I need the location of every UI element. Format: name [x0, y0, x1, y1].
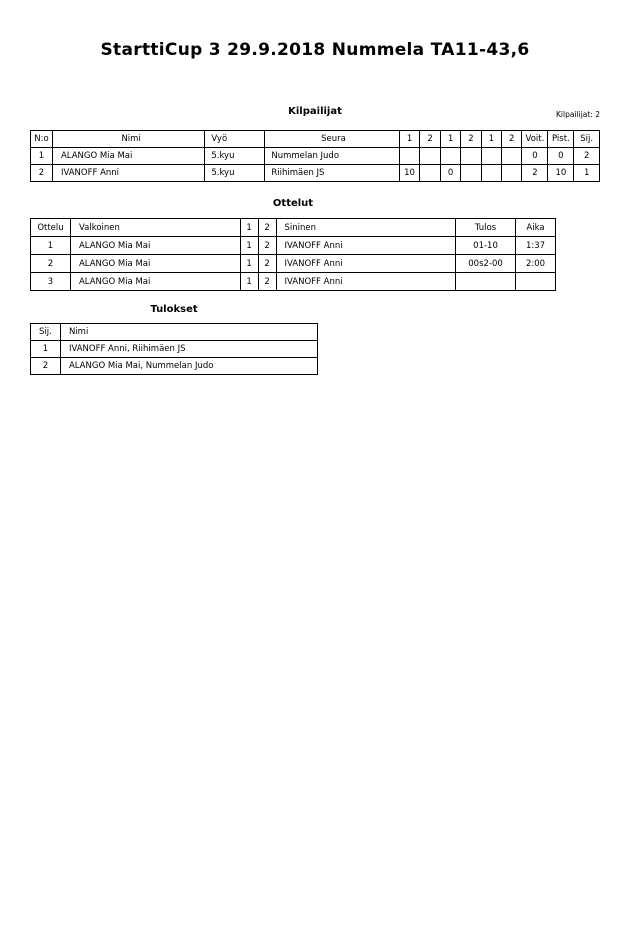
- cell-score1: 1: [240, 237, 258, 255]
- cell-p4: [461, 165, 481, 182]
- col-blue: Sininen: [276, 219, 456, 237]
- col-rank: Sij.: [574, 131, 600, 148]
- cell-points: 0: [548, 148, 574, 165]
- cell-no: 1: [31, 148, 53, 165]
- col-no: N:o: [31, 131, 53, 148]
- col-time: Aika: [515, 219, 555, 237]
- col-p6: 2: [502, 131, 522, 148]
- cell-p3: 0: [440, 165, 460, 182]
- col-match-no: Ottelu: [31, 219, 71, 237]
- cell-result-rank: 1: [31, 341, 61, 358]
- cell-match-no: 1: [31, 237, 71, 255]
- cell-score1: 1: [240, 273, 258, 291]
- cell-blue: IVANOFF Anni: [276, 255, 456, 273]
- col-p5: 1: [481, 131, 501, 148]
- cell-p3: [440, 148, 460, 165]
- matches-table: [30, 218, 556, 291]
- cell-wins: 2: [522, 165, 548, 182]
- cell-result-rank: 2: [31, 358, 61, 375]
- cell-score2: 2: [258, 237, 276, 255]
- document-page: [0, 40, 630, 931]
- col-result: Tulos: [456, 219, 516, 237]
- cell-rank: 1: [574, 165, 600, 182]
- competitors-heading: Kilpailijat: [288, 106, 342, 117]
- cell-result: 01-10: [456, 237, 516, 255]
- table-row: [31, 273, 556, 291]
- cell-p6: [502, 148, 522, 165]
- table-row: [31, 237, 556, 255]
- matches-heading: Ottelut: [272, 198, 314, 209]
- cell-no: 2: [31, 165, 53, 182]
- cell-p2: [420, 165, 440, 182]
- col-result-rank: Sij.: [31, 324, 61, 341]
- cell-p4: [461, 148, 481, 165]
- cell-time: 2:00: [515, 255, 555, 273]
- col-p3: 1: [440, 131, 460, 148]
- table-header-row: [31, 219, 556, 237]
- cell-points: 10: [548, 165, 574, 182]
- col-p4: 2: [461, 131, 481, 148]
- cell-name: IVANOFF Anni: [52, 165, 204, 182]
- cell-time: 1:37: [515, 237, 555, 255]
- col-wins: Voit.: [522, 131, 548, 148]
- cell-belt: 5.kyu: [205, 148, 265, 165]
- col-p1: 1: [399, 131, 420, 148]
- cell-p5: [481, 148, 501, 165]
- cell-result: 00s2-00: [456, 255, 516, 273]
- col-score1: 1: [240, 219, 258, 237]
- cell-white: ALANGO Mia Mai: [70, 237, 240, 255]
- cell-wins: 0: [522, 148, 548, 165]
- table-row: [31, 358, 318, 375]
- cell-blue: IVANOFF Anni: [276, 273, 456, 291]
- cell-blue: IVANOFF Anni: [276, 237, 456, 255]
- table-header-row: [31, 131, 600, 148]
- col-score2: 2: [258, 219, 276, 237]
- cell-time: [515, 273, 555, 291]
- cell-p2: [420, 148, 440, 165]
- cell-p1: 10: [399, 165, 420, 182]
- cell-club: Nummelan Judo: [265, 148, 399, 165]
- cell-club: Riihimäen JS: [265, 165, 399, 182]
- cell-score2: 2: [258, 255, 276, 273]
- cell-belt: 5.kyu: [205, 165, 265, 182]
- competitors-count: Kilpailijat: 2: [556, 110, 600, 119]
- col-p2: 2: [420, 131, 440, 148]
- results-table: [30, 323, 318, 375]
- col-name: Nimi: [52, 131, 204, 148]
- col-white: Valkoinen: [70, 219, 240, 237]
- table-header-row: [31, 324, 318, 341]
- table-row: [31, 255, 556, 273]
- competitors-table: [30, 130, 600, 182]
- cell-score1: 1: [240, 255, 258, 273]
- cell-white: ALANGO Mia Mai: [70, 273, 240, 291]
- cell-white: ALANGO Mia Mai: [70, 255, 240, 273]
- col-result-name: Nimi: [60, 324, 317, 341]
- cell-match-no: 3: [31, 273, 71, 291]
- col-club: Seura: [265, 131, 399, 148]
- cell-result-name: ALANGO Mia Mai, Nummelan Judo: [60, 358, 317, 375]
- cell-result: [456, 273, 516, 291]
- col-points: Pist.: [548, 131, 574, 148]
- col-belt: Vyö: [205, 131, 265, 148]
- cell-result-name: IVANOFF Anni, Riihimäen JS: [60, 341, 317, 358]
- cell-rank: 2: [574, 148, 600, 165]
- cell-match-no: 2: [31, 255, 71, 273]
- cell-score2: 2: [258, 273, 276, 291]
- cell-p5: [481, 165, 501, 182]
- cell-name: ALANGO Mia Mai: [52, 148, 204, 165]
- page-title: StarttiCup 3 29.9.2018 Nummela TA11-43,6: [100, 40, 530, 60]
- results-heading: Tulokset: [150, 304, 198, 315]
- table-row: [31, 165, 600, 182]
- table-row: [31, 341, 318, 358]
- cell-p6: [502, 165, 522, 182]
- table-row: [31, 148, 600, 165]
- cell-p1: [399, 148, 420, 165]
